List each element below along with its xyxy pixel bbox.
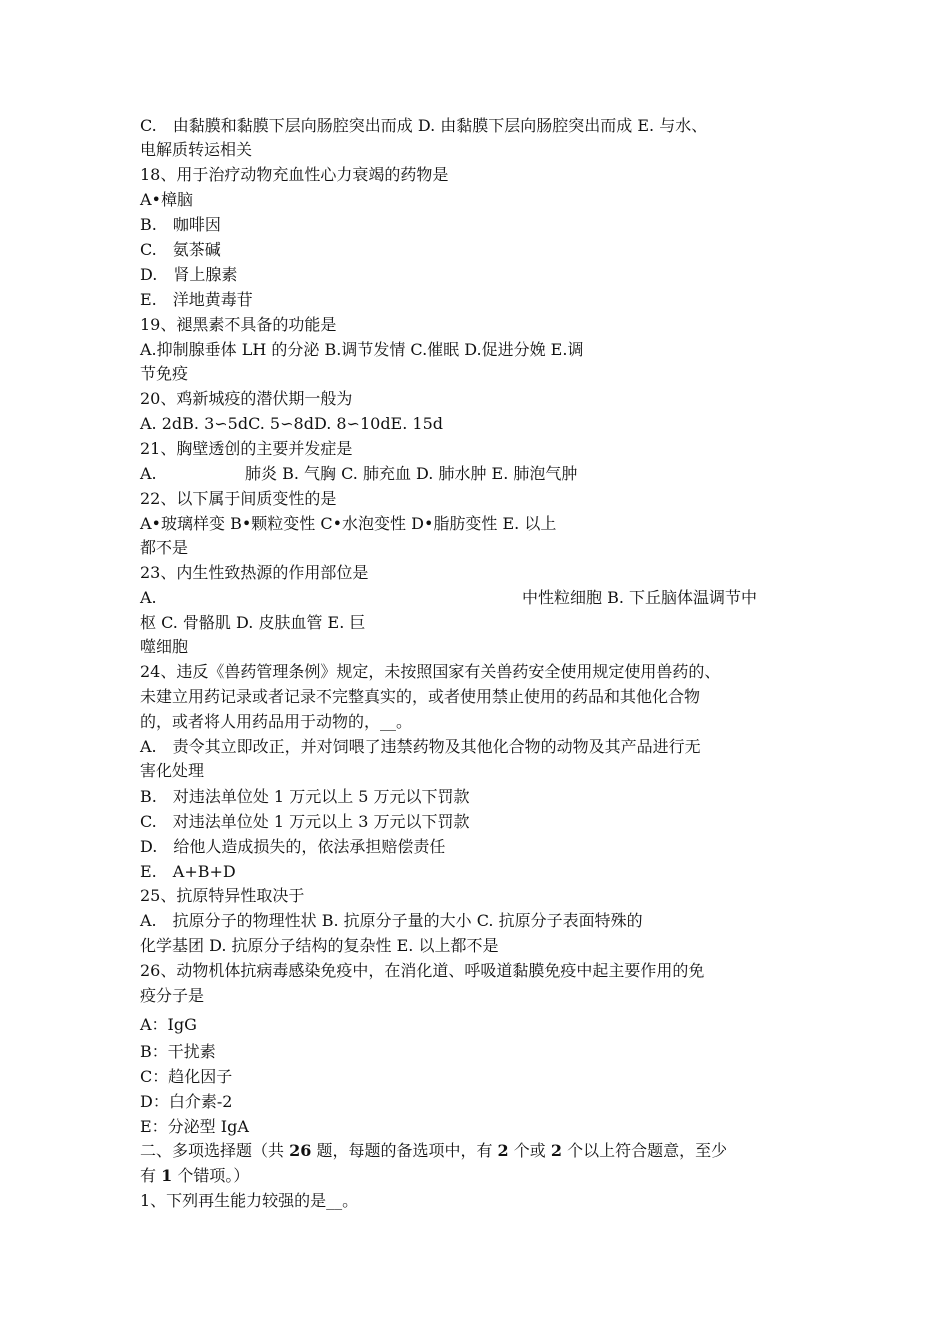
heading-text: 个以上符合题意，至少 <box>562 1141 728 1160</box>
question-18: 18、用于治疗动物充血性心力衰竭的药物是 <box>140 165 449 184</box>
option-line: A：IgG <box>140 1015 197 1034</box>
heading-number: 1 <box>161 1166 173 1185</box>
text-line: 电解质转运相关 <box>140 140 253 159</box>
option-line: D. 肾上腺素 <box>140 265 238 284</box>
option-line: A.抑制腺垂体 LH 的分泌 B.调节发情 C.催眠 D.促进分娩 E.调 <box>140 340 584 359</box>
heading-text: 有 <box>140 1166 162 1185</box>
option-line: 噬细胞 <box>140 637 189 656</box>
option-line: B. 咖啡因 <box>140 215 221 234</box>
option-line: A. 抗原分子的物理性状 B. 抗原分子量的大小 C. 抗原分子表面特殊的 <box>140 911 643 930</box>
option-line: D. 给他人造成损失的，依法承担赔偿责任 <box>140 837 446 856</box>
multi-question-1: 1、下列再生能力较强的是__。 <box>140 1191 359 1210</box>
text-line: 的，或者将人用药品用于动物的，__。 <box>140 712 413 731</box>
heading-text: 个或 <box>508 1141 551 1160</box>
text-line: 疫分子是 <box>140 986 205 1005</box>
option-line: E. A+B+D <box>140 862 236 881</box>
option-line: 枢 C. 骨骼肌 D. 皮肤血管 E. 巨 <box>140 613 366 632</box>
question-25: 25、抗原特异性取决于 <box>140 886 305 905</box>
option-line: C：趋化因子 <box>140 1067 233 1086</box>
option-line: E：分泌型 IgA <box>140 1117 249 1136</box>
option-label: A. <box>140 588 157 607</box>
option-line: B. 对违法单位处 1 万元以上 5 万元以下罚款 <box>140 787 470 806</box>
option-line: 化学基团 D. 抗原分子结构的复杂性 E. 以上都不是 <box>140 936 499 955</box>
question-21: 21、胸壁透创的主要并发症是 <box>140 439 353 458</box>
heading-text: 题，每题的备选项中，有 <box>311 1141 498 1160</box>
option-line: A. 责令其立即改正，并对饲喂了违禁药物及其他化合物的动物及其产品进行无 <box>140 737 701 756</box>
section-heading-cont <box>140 1166 249 1186</box>
heading-number: 26 <box>289 1141 312 1160</box>
section-heading <box>140 1141 727 1161</box>
heading-text: 二、多项选择题（共 <box>140 1141 290 1160</box>
text-line: C. 由黏膜和黏膜下层向肠腔突出而成 D. 由黏膜下层向肠腔突出而成 E. 与水、 <box>140 116 708 135</box>
option-line: 节免疫 <box>140 364 189 383</box>
option-text: 中性粒细胞 B. 下丘脑体温调节中 <box>522 588 758 607</box>
heading-number: 2 <box>497 1141 509 1160</box>
option-line: A. 2dB. 3∽5dC. 5∽8dD. 8∽10dE. 15d <box>140 414 444 433</box>
question-26: 26、动物机体抗病毒感染免疫中，在消化道、呼吸道黏膜免疫中起主要作用的免 <box>140 961 705 980</box>
heading-number: 2 <box>550 1141 563 1160</box>
option-line: E. 洋地黄毒苷 <box>140 290 253 309</box>
text-line: 未建立用药记录或者记录不完整真实的，或者使用禁止使用的药品和其他化合物 <box>140 687 701 706</box>
option-line: B：干扰素 <box>140 1042 216 1061</box>
option-label: A. <box>140 464 157 483</box>
option-line: A•樟脑 <box>140 190 193 209</box>
option-line: D：白介素-2 <box>140 1092 233 1111</box>
option-line: 都不是 <box>140 538 189 557</box>
question-19: 19、褪黑素不具备的功能是 <box>140 315 337 334</box>
question-20: 20、鸡新城疫的潜伏期一般为 <box>140 389 353 408</box>
question-23: 23、内生性致热源的作用部位是 <box>140 563 369 582</box>
heading-text: 个错项。） <box>172 1166 250 1185</box>
question-24: 24、违反《兽药管理条例》规定，未按照国家有关兽药安全使用规定使用兽药的、 <box>140 662 721 681</box>
option-line: A•玻璃样变 B•颗粒变性 C•水泡变性 D•脂肪变性 E. 以上 <box>140 514 557 533</box>
option-line: 害化处理 <box>140 761 205 780</box>
question-22: 22、以下属于间质变性的是 <box>140 489 337 508</box>
option-line: C. 对违法单位处 1 万元以上 3 万元以下罚款 <box>140 812 470 831</box>
option-line: C. 氨茶碱 <box>140 240 221 259</box>
option-text: 肺炎 B. 气胸 C. 肺充血 D. 肺水肿 E. 肺泡气肿 <box>245 464 578 483</box>
